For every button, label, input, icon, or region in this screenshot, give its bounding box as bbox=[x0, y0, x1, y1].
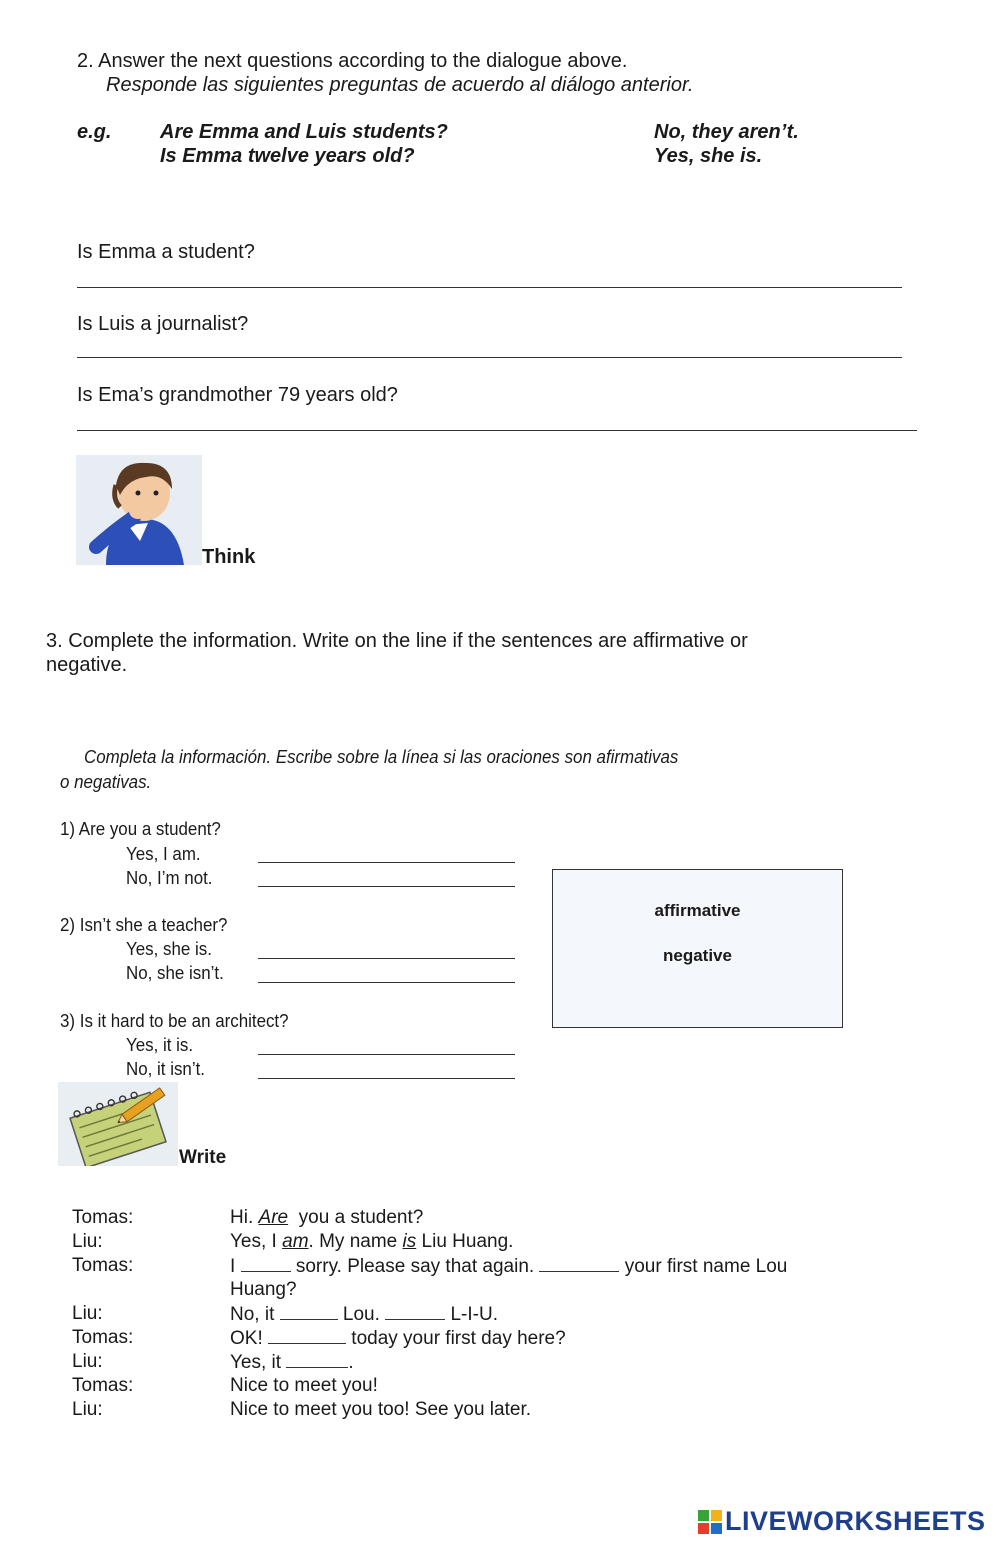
text: . My name bbox=[308, 1231, 398, 1252]
answer-line-1[interactable] bbox=[77, 287, 902, 288]
text: Liu Huang. bbox=[421, 1231, 514, 1252]
example-question-1: Are Emma and Luis students? bbox=[160, 121, 448, 143]
item-answer-3a: Yes, it is. bbox=[126, 1035, 194, 1055]
speaker-8: Tomas: bbox=[72, 1375, 134, 1396]
dialogue-line-7 bbox=[230, 1351, 354, 1374]
blank-2a[interactable] bbox=[258, 958, 515, 959]
item-question-1: 1) Are you a student? bbox=[60, 819, 221, 839]
example-label: e.g. bbox=[77, 121, 112, 143]
text: Yes, it bbox=[230, 1352, 282, 1373]
text: No, it bbox=[230, 1304, 275, 1325]
item-answer-2a: Yes, she is. bbox=[126, 939, 212, 959]
section2-instruction-es: Responde las siguientes preguntas de acuerdo al diálogo anterior. bbox=[106, 74, 694, 96]
dialogue-line-5 bbox=[230, 1303, 498, 1326]
text: Hi. bbox=[230, 1207, 254, 1228]
dialogue-line-2 bbox=[230, 1231, 513, 1253]
speaker-7: Liu: bbox=[72, 1351, 103, 1372]
blank-input[interactable] bbox=[539, 1255, 619, 1272]
text: you a student? bbox=[298, 1207, 424, 1228]
item-answer-2b: No, she isn’t. bbox=[126, 963, 224, 983]
text: sorry. Please say that again. bbox=[295, 1256, 535, 1277]
question-3: Is Ema’s grandmother 79 years old? bbox=[77, 384, 398, 406]
blank-input[interactable] bbox=[268, 1327, 346, 1344]
write-label: Write bbox=[179, 1147, 227, 1168]
blank-3b[interactable] bbox=[258, 1078, 515, 1079]
speaker-2: Liu: bbox=[72, 1231, 103, 1252]
dialogue-line-6 bbox=[230, 1327, 566, 1350]
liveworksheets-logo-icon bbox=[698, 1510, 722, 1534]
blank-input[interactable] bbox=[280, 1303, 338, 1320]
word-affirmative[interactable]: affirmative bbox=[654, 901, 741, 920]
dialogue-line-4: Huang? bbox=[230, 1279, 297, 1300]
text: today your first day here? bbox=[351, 1328, 566, 1349]
speaker-9: Liu: bbox=[72, 1399, 103, 1420]
item-answer-1b: No, I’m not. bbox=[126, 868, 213, 888]
notepad-pencil-icon bbox=[58, 1082, 178, 1166]
text: your first name Lou bbox=[624, 1256, 788, 1277]
word-negative[interactable]: negative bbox=[663, 946, 732, 965]
thinking-boy-icon bbox=[76, 455, 202, 565]
blank-input[interactable] bbox=[385, 1303, 445, 1320]
example-answer-1: No, they aren’t. bbox=[654, 121, 799, 143]
text: Lou. bbox=[342, 1304, 380, 1325]
example-question-2: Is Emma twelve years old? bbox=[160, 145, 415, 167]
dialogue-line-8: Nice to meet you! bbox=[230, 1375, 378, 1396]
speaker-3: Tomas: bbox=[72, 1255, 134, 1276]
section3-instruction-en-line2: negative. bbox=[46, 654, 128, 676]
footer-brand[interactable]: LIVEWORKSHEETS bbox=[725, 1506, 986, 1536]
answer-line-2[interactable] bbox=[77, 357, 902, 358]
dialogue-line-1 bbox=[230, 1207, 423, 1229]
filled-blank-is: is bbox=[402, 1231, 417, 1252]
item-question-3: 3) Is it hard to be an architect? bbox=[60, 1011, 289, 1031]
item-answer-1a: Yes, I am. bbox=[126, 844, 201, 864]
section3-instruction-es-line1: Completa la información. Escribe sobre la línea si las oraciones son afirmativas bbox=[84, 747, 679, 767]
question-1: Is Emma a student? bbox=[77, 241, 255, 263]
text: L-I-U. bbox=[450, 1304, 498, 1325]
blank-input[interactable] bbox=[286, 1351, 348, 1368]
speaker-1: Tomas: bbox=[72, 1207, 134, 1228]
blank-1a[interactable] bbox=[258, 862, 515, 863]
text: I bbox=[230, 1256, 236, 1277]
speaker-5: Liu: bbox=[72, 1303, 103, 1324]
text: . bbox=[348, 1352, 354, 1373]
text: Yes, I bbox=[230, 1231, 277, 1252]
dialogue-line-3 bbox=[230, 1255, 787, 1278]
question-2: Is Luis a journalist? bbox=[77, 313, 249, 335]
section2-instruction-en: 2. Answer the next questions according to the dialogue above. bbox=[77, 50, 628, 72]
item-question-2: 2) Isn’t she a teacher? bbox=[60, 915, 228, 935]
blank-3a[interactable] bbox=[258, 1054, 515, 1055]
think-label: Think bbox=[202, 546, 256, 568]
section3-instruction-en-line1: 3. Complete the information. Write on the line if the sentences are affirmative or bbox=[46, 630, 748, 652]
word-box bbox=[552, 869, 843, 1028]
answer-line-3[interactable] bbox=[77, 430, 917, 431]
example-answer-2: Yes, she is. bbox=[654, 145, 763, 167]
dialogue-line-9: Nice to meet you too! See you later. bbox=[230, 1399, 532, 1420]
filled-blank-are: Are bbox=[258, 1207, 289, 1228]
speaker-6: Tomas: bbox=[72, 1327, 134, 1348]
section3-instruction-es-line2: o negativas. bbox=[60, 772, 152, 792]
blank-1b[interactable] bbox=[258, 886, 515, 887]
blank-input[interactable] bbox=[241, 1255, 291, 1272]
text: OK! bbox=[230, 1328, 263, 1349]
filled-blank-am: am bbox=[282, 1231, 309, 1252]
item-answer-3b: No, it isn’t. bbox=[126, 1059, 205, 1079]
blank-2b[interactable] bbox=[258, 982, 515, 983]
